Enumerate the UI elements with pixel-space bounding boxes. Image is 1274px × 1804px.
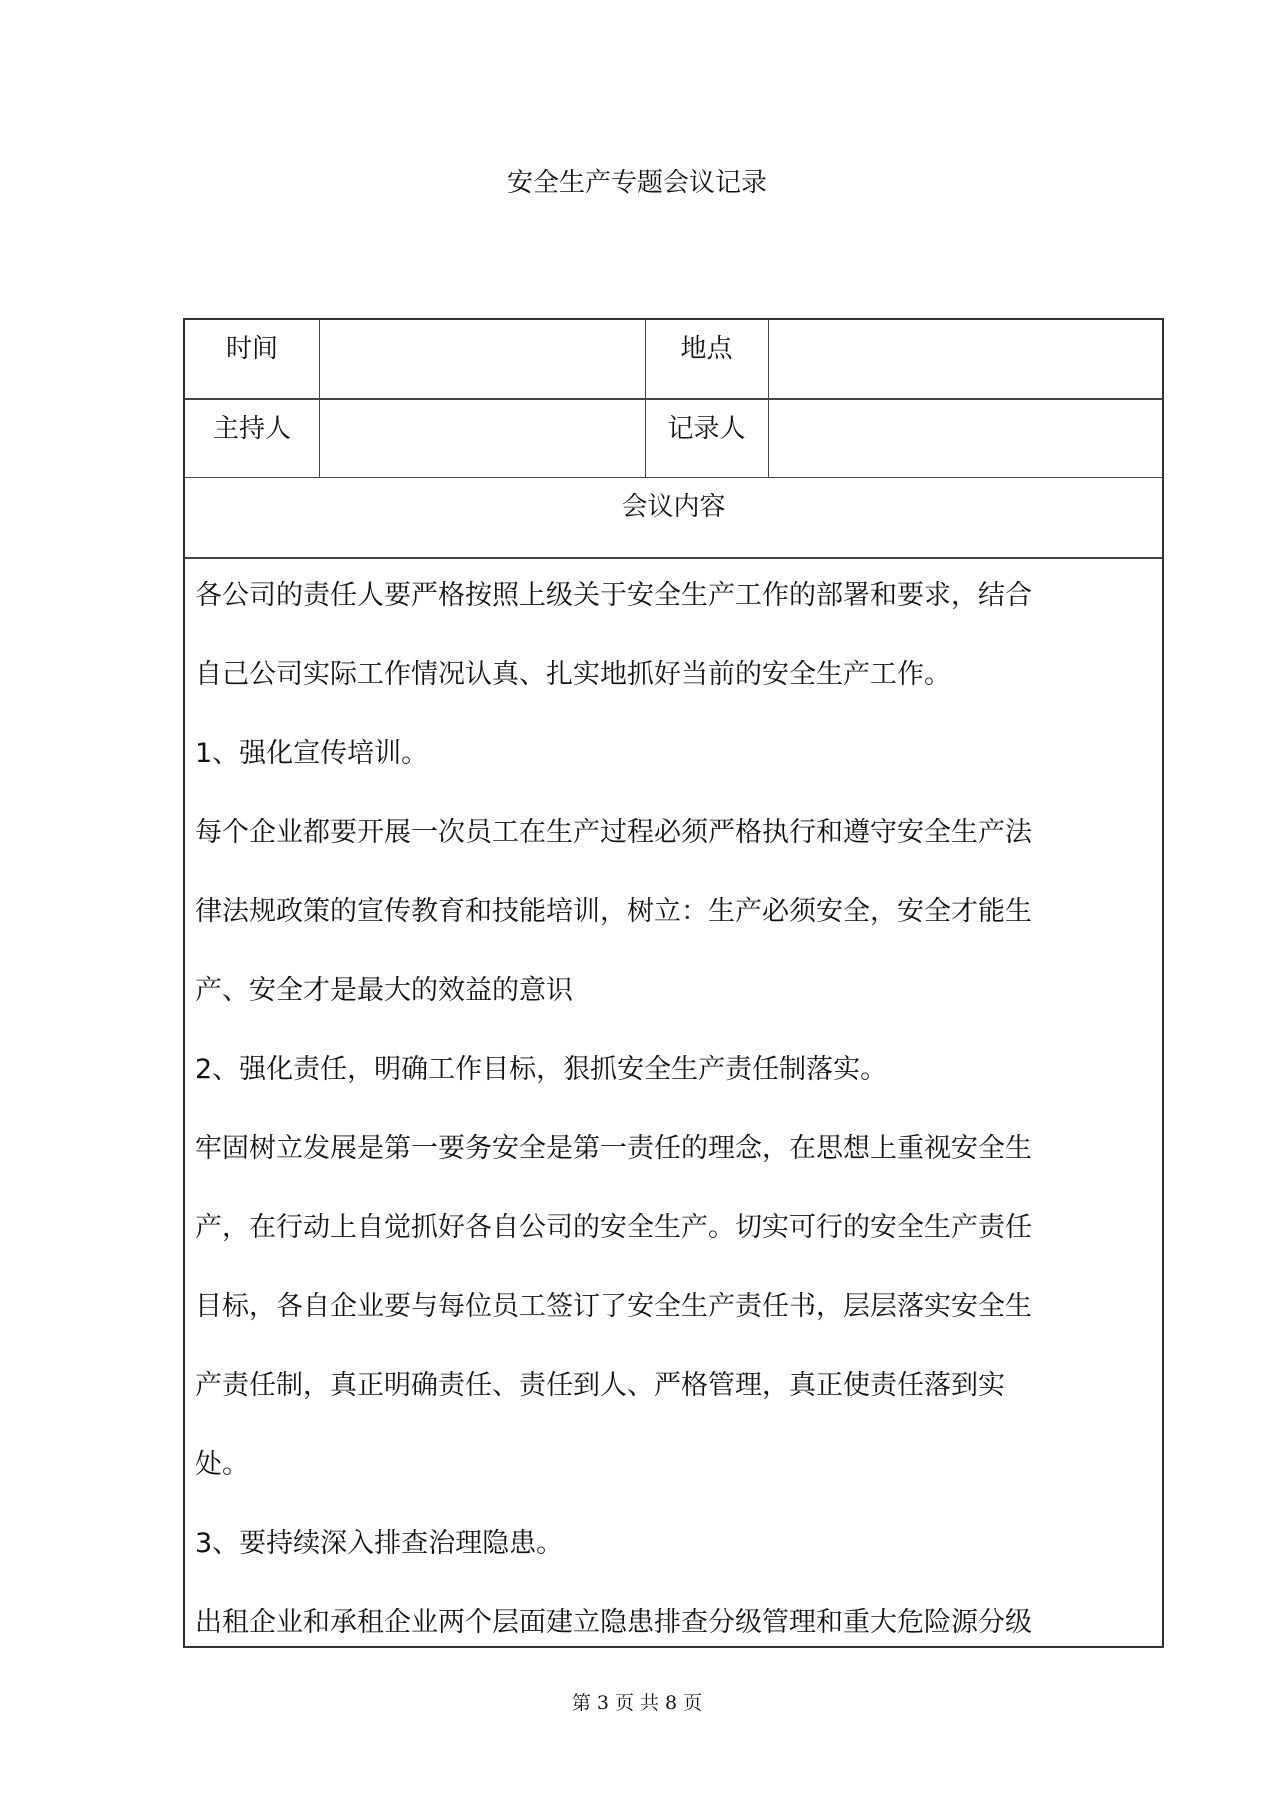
- content-line: 产责任制，真正明确责任、责任到人、严格管理，真正使责任落到实: [195, 1370, 1005, 1401]
- content-line: 各公司的责任人要严格按照上级关于安全生产工作的部署和要求，结合: [195, 580, 1032, 611]
- content-line: 律法规政策的宣传教育和技能培训，树立：生产必须安全，安全才能生: [195, 896, 1032, 927]
- content-line: 每个企业都要开展一次员工在生产过程必须严格执行和遵守安全生产法: [195, 817, 1032, 848]
- page-number: 第 3 页 共 8 页: [571, 1692, 703, 1714]
- host-label: 主持人: [212, 414, 291, 444]
- time-label: 时间: [225, 334, 278, 364]
- content-line: 出租企业和承租企业两个层面建立隐患排查分级管理和重大危险源分级: [195, 1607, 1032, 1638]
- content-line: 牢固树立发展是第一要务安全是第一责任的理念，在思想上重视安全生: [195, 1133, 1032, 1164]
- content-line: 自己公司实际工作情况认真、扎实地抓好当前的安全生产工作。: [195, 659, 951, 690]
- place-label: 地点: [680, 334, 733, 364]
- content-line: 产、安全才是最大的效益的意识: [195, 975, 573, 1006]
- meeting-record-table: [183, 318, 1164, 1648]
- content-line: 1、强化宣传培训。: [195, 738, 429, 769]
- recorder-label: 记录人: [667, 414, 746, 444]
- row-divider: [185, 477, 1162, 478]
- col-divider: [319, 320, 320, 478]
- content-line: 3、要持续深入排查治理隐患。: [195, 1528, 564, 1559]
- content-line: 处。: [195, 1449, 249, 1480]
- row-divider: [185, 398, 1162, 400]
- content-header: 会议内容: [621, 492, 726, 522]
- meeting-content: [195, 556, 1152, 1662]
- content-line: 产，在行动上自觉抓好各自公司的安全生产。切实可行的安全生产责任: [195, 1212, 1032, 1243]
- content-line: 2、强化责任，明确工作目标，狠抓安全生产责任制落实。: [195, 1054, 888, 1085]
- col-divider: [768, 320, 769, 478]
- content-line: 目标，各自企业要与每位员工签订了安全生产责任书，层层落实安全生: [195, 1291, 1032, 1322]
- document-title: 安全生产专题会议记录: [506, 168, 767, 198]
